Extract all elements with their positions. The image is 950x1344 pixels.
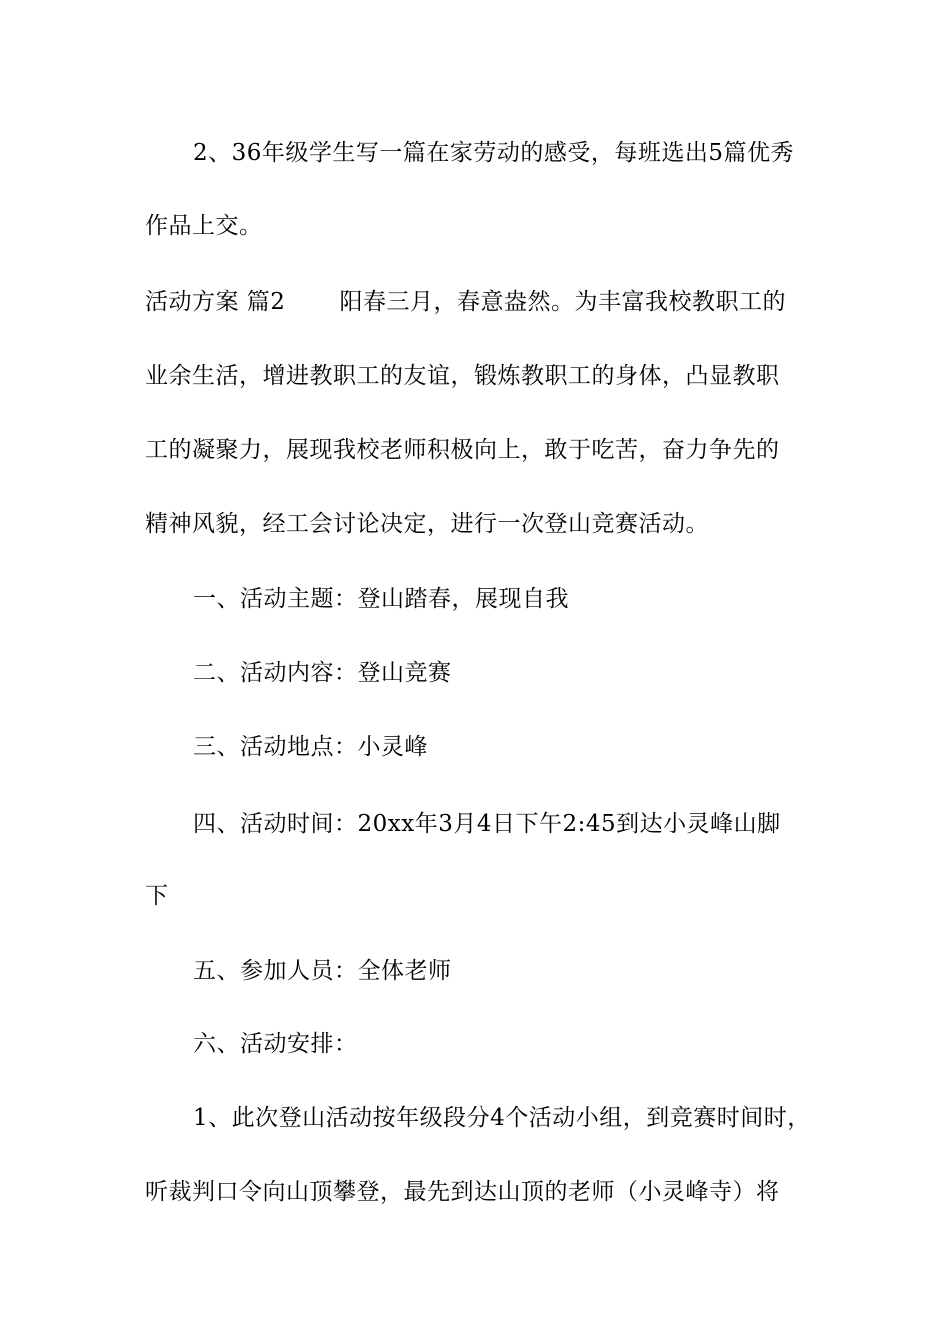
paragraph-line: 作品上交。 [145,213,263,239]
list-item: 一、活动主题：登山踏春，展现自我 [193,586,569,612]
paragraph-line: 2、36年级学生写一篇在家劳动的感受，每班选出5篇优秀 [193,140,795,166]
list-item: 二、活动内容：登山竞赛 [193,660,452,686]
paragraph-line: 精神风貌，经工会讨论决定，进行一次登山竞赛活动。 [145,511,709,537]
section-heading: 活动方案 篇2 [145,289,286,315]
list-item: 六、活动安排： [193,1031,358,1057]
section-heading-line [145,286,825,318]
list-item: 四、活动时间：20xx年3月4日下午2:45到达小灵峰山脚 [193,811,781,837]
paragraph-text: 阳春三月，春意盎然。为丰富我校教职工的 [339,289,786,315]
paragraph-line: 听裁判口令向山顶攀登，最先到达山顶的老师（小灵峰寺）将 [145,1179,780,1205]
paragraph-line: 业余生活，增进教职工的友谊，锻炼教职工的身体，凸显教职 [145,363,780,389]
paragraph-line: 1、此次登山活动按年级段分4个活动小组，到竞赛时间时， [193,1105,811,1131]
paragraph-line: 工的凝聚力，展现我校老师积极向上，敢于吃苦，奋力争先的 [145,437,780,463]
list-item: 五、参加人员：全体老师 [193,958,452,984]
paragraph-line: 下 [145,883,169,909]
list-item: 三、活动地点：小灵峰 [193,734,428,760]
